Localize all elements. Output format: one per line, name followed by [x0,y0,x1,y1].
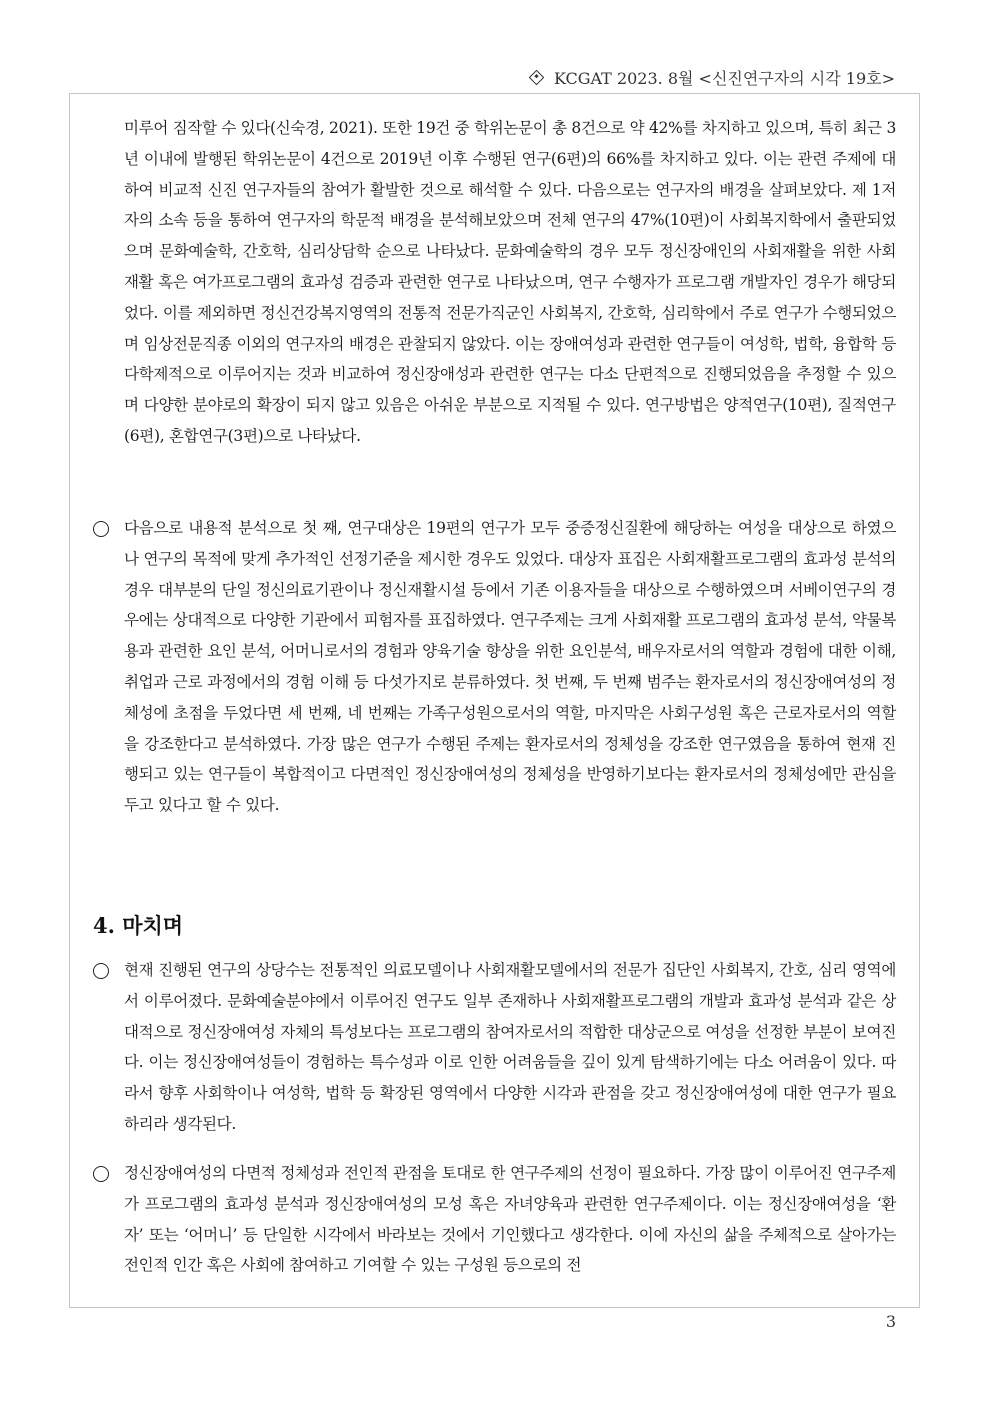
diamond-bullet-icon [529,70,545,86]
section-heading: 4. 마치며 [93,913,184,938]
conclusion-paragraph-2: 정신장애여성의 다면적 정체성과 전인적 관점을 토대로 한 연구주제의 선정이 필요하다. 가장 많이 이루어진 연구주제가 프로그램의 효과성 분석과 정신장애여성의 모성 혹은 자녀양육과 관련한 연구주제이다. 이는 정신장애여성을 ‘환자’ 또는 ‘어머니’ 등 단일한 시각에서 바라보는 것에서 기인했다고 생각한다. 이에 자신의 삶을 주체적으로 살아가는 전인적 인간 혹은 사회에 참여하고 기여할 수 있는 구성원 등으로의 전 [124,1164,896,1275]
body-paragraph-1: 미루어 짐작할 수 있다(신숙경, 2021). 또한 19건 중 학위논문이 총 8건으로 약 42%를 차지하고 있으며, 특히 최근 3년 이내에 발행된 학위논문이 4건으로 2019년 이후 수행된 연구(6편)의 66%를 차지하고 있다. 이는 관련 주제에 대하여 비교적 신진 연구자들의 참여가 활발한 것으로 해석할 수 있다. 다음으로는 연구자의 배경을 살펴보았다. 제 1저자의 소속 등을 통하여 연구자의 학문적 배경을 분석해보았으며 전체 연구의 47%(10편)이 사회복지학에서 출판되었으며 문화예술학, 간호학, 심리상담학 순으로 나타났다. 문화예술학의 경우 모두 정신장애인의 사회재활을 위한 사회재활 혹은 여가프로그램의 효과성 검증과 관련한 연구로 나타났으며, 연구 수행자가 프로그램 개발자인 경우가 해당되었다. 이를 제외하면 정신건강복지영역의 전통적 전문가직군인 사회복지, 간호학, 심리학에서 주로 연구가 수행되었으며 임상전문직종 이외의 연구자의 배경은 관찰되지 않았다. 이는 장애여성과 관련한 연구들이 여성학, 법학, 융합학 등 다학제적으로 이루어지는 것과 비교하여 정신장애성과 관련한 연구는 다소 단편적으로 진행되었음을 추정할 수 있으며 다양한 분야로의 확장이 되지 않고 있음은 아쉬운 부분으로 지적될 수 있다. 연구방법은 양적연구(10편), 질적연구(6편), 혼합연구(3편)으로 나타났다. [124,119,896,445]
circle-bullet-icon [93,1166,109,1182]
conclusion-paragraph-1: 현재 진행된 연구의 상당수는 전통적인 의료모델이나 사회재활모델에서의 전문가 집단인 사회복지, 간호, 심리 영역에서 이루어졌다. 문화예술분야에서 이루어진 연구도 일부 존재하나 사회재활프로그램의 개발과 효과성 분석과 같은 상대적으로 정신장애여성 자체의 특성보다는 프로그램의 참여자로서의 적합한 대상군으로 여성을 선정한 부분이 보여진다. 이는 정신장애여성들이 경험하는 특수성과 이로 인한 어려움들을 깊이 있게 탐색하기에는 다소 어려움이 있다. 따라서 향후 사회학이나 여성학, 법학 등 확장된 영역에서 다양한 시각과 관점을 갖고 정신장애여성에 대한 연구가 필요하리라 생각된다. [124,961,896,1133]
page-number: 3 [885,1312,896,1331]
circle-bullet-icon [93,963,109,979]
running-title: KCGAT 2023. 8월 <신진연구자의 시각 19호> [553,69,895,88]
page-header [531,66,895,89]
circle-bullet-icon [93,521,109,537]
body-paragraph-2: 다음으로 내용적 분석으로 첫 째, 연구대상은 19편의 연구가 모두 중증정신질환에 해당하는 여성을 대상으로 하였으나 연구의 목적에 맞게 추가적인 선정기준을 제시한 경우도 있었다. 대상자 표집은 사회재활프로그램의 효과성 분석의 경우 대부분의 단일 정신의료기관이나 정신재활시설 등에서 기존 이용자들을 대상으로 수행하였으며 서베이연구의 경우에는 상대적으로 다양한 기관에서 피험자를 표집하였다. 연구주제는 크게 사회재활 프로그램의 효과성 분석, 약물복용과 관련한 요인 분석, 어머니로서의 경험과 양육기술 향상을 위한 요인분석, 배우자로서의 역할과 경험에 대한 이해, 취업과 근로 과정에서의 경험 이해 등 다섯가지로 분류하였다. 첫 번째, 두 번째 범주는 환자로서의 정신장애여성의 정체성에 초점을 두었다면 세 번째, 네 번째는 가족구성원으로서의 역할, 마지막은 사회구성원 혹은 근로자로서의 역할을 강조한다고 분석하였다. 가장 많은 연구가 수행된 주제는 환자로서의 정체성을 강조한 연구였음을 통하여 현재 진행되고 있는 연구들이 복합적이고 다면적인 정신장애여성의 정체성을 반영하기보다는 환자로서의 정체성에만 관심을 두고 있다고 할 수 있다. [124,519,896,815]
